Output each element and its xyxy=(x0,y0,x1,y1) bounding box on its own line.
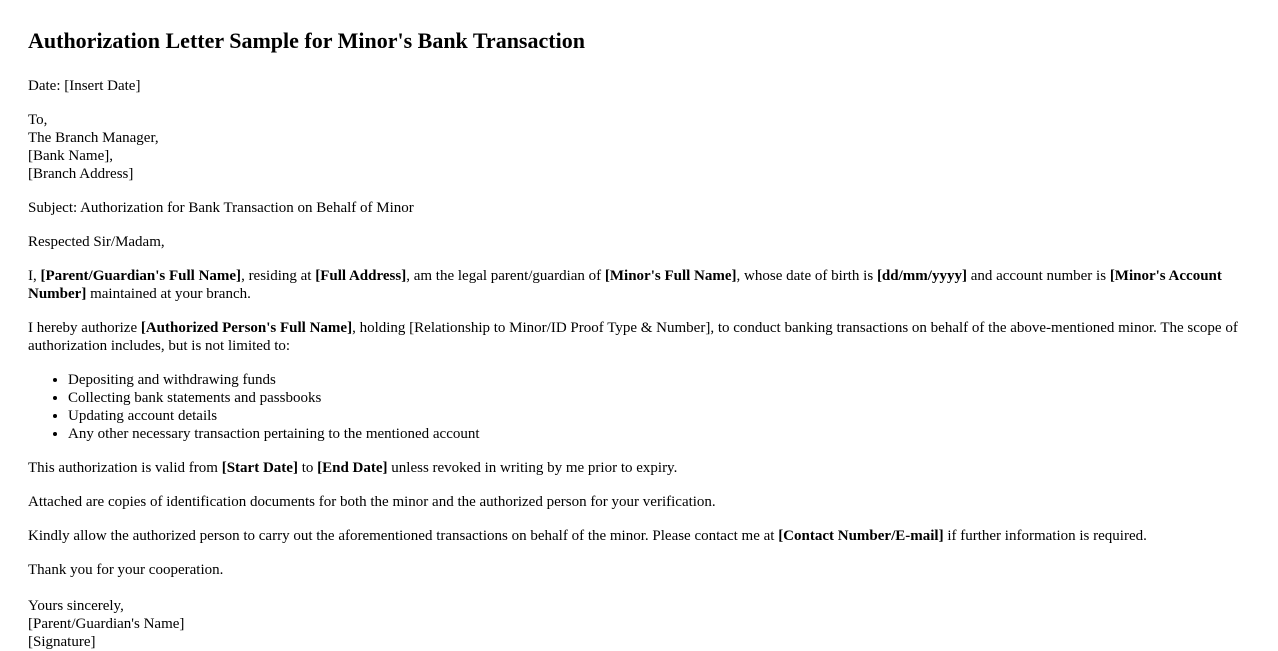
text-segment: Kindly allow the authorized person to carry out the aforementioned transactions on behalf of the minor. Please contact me at xyxy=(28,528,779,544)
list-item: • Depositing and withdrawing funds xyxy=(68,371,1250,389)
list-item: • Any other necessary transaction pertaining to the mentioned account xyxy=(68,425,1250,443)
placeholder-date-of-birth: [dd/mm/yyyy] xyxy=(876,268,967,284)
text-segment: , residing at xyxy=(241,268,316,284)
scope-list xyxy=(28,371,1250,443)
placeholder-start-date: [Start Date] xyxy=(221,460,298,476)
recipient-block xyxy=(28,111,1250,183)
text-segment: This authorization is valid from xyxy=(28,460,222,476)
text-segment: I hereby authorize xyxy=(28,320,141,336)
placeholder-account-number: [Minor's Account Number] xyxy=(28,268,1222,302)
recipient-line-3: [Branch Address] xyxy=(28,166,134,182)
recipient-to: To, xyxy=(28,112,48,128)
salutation: Respected Sir/Madam, xyxy=(28,234,165,250)
placeholder-minor-name: [Minor's Full Name] xyxy=(604,268,737,284)
paragraph-authorization xyxy=(28,319,1250,355)
text-segment: maintained at your branch. xyxy=(86,286,251,302)
placeholder-full-address: [Full Address] xyxy=(315,268,407,284)
text-segment: , am the legal parent/guardian of xyxy=(406,268,605,284)
closing-line-2: [Parent/Guardian's Name] xyxy=(28,616,185,632)
text-segment: I, xyxy=(28,268,41,284)
placeholder-guardian-name: [Parent/Guardian's Full Name] xyxy=(40,268,242,284)
list-item: • Collecting bank statements and passbooks xyxy=(68,389,1250,407)
recipient-line-1: The Branch Manager, xyxy=(28,130,159,146)
closing-block xyxy=(28,597,1250,651)
closing-line-1: Yours sincerely, xyxy=(28,598,124,614)
recipient-line-2: [Bank Name], xyxy=(28,148,113,164)
page-title: Authorization Letter Sample for Minor's Bank Transaction xyxy=(28,28,585,53)
placeholder-end-date: [End Date] xyxy=(317,460,388,476)
paragraph-attachments: Attached are copies of identification documents for both the minor and the authorized person for your verification. xyxy=(28,494,716,510)
date-line: Date: [Insert Date] xyxy=(28,78,141,94)
subject-line: Subject: Authorization for Bank Transaction on Behalf of Minor xyxy=(28,200,414,216)
text-segment: unless revoked in writing by me prior to expiry. xyxy=(387,460,678,476)
paragraph-contact xyxy=(28,527,1250,545)
paragraph-validity xyxy=(28,459,1250,477)
closing-line-3: [Signature] xyxy=(28,634,96,650)
text-segment: , whose date of birth is xyxy=(736,268,877,284)
list-item: • Updating account details xyxy=(68,407,1250,425)
text-segment: , holding [Relationship to Minor/ID Proof Type & Number], to conduct banking transactions on behalf of the above-mentioned minor. The scope of authorization includes, but is not limited to: xyxy=(28,320,1238,354)
placeholder-authorized-person: [Authorized Person's Full Name] xyxy=(140,320,353,336)
placeholder-contact: [Contact Number/E-mail] xyxy=(778,528,944,544)
thanks-line: Thank you for your cooperation. xyxy=(28,562,224,578)
text-segment: if further information is required. xyxy=(943,528,1147,544)
text-segment: and account number is xyxy=(966,268,1110,284)
paragraph-declaration xyxy=(28,267,1250,303)
text-segment: to xyxy=(297,460,318,476)
